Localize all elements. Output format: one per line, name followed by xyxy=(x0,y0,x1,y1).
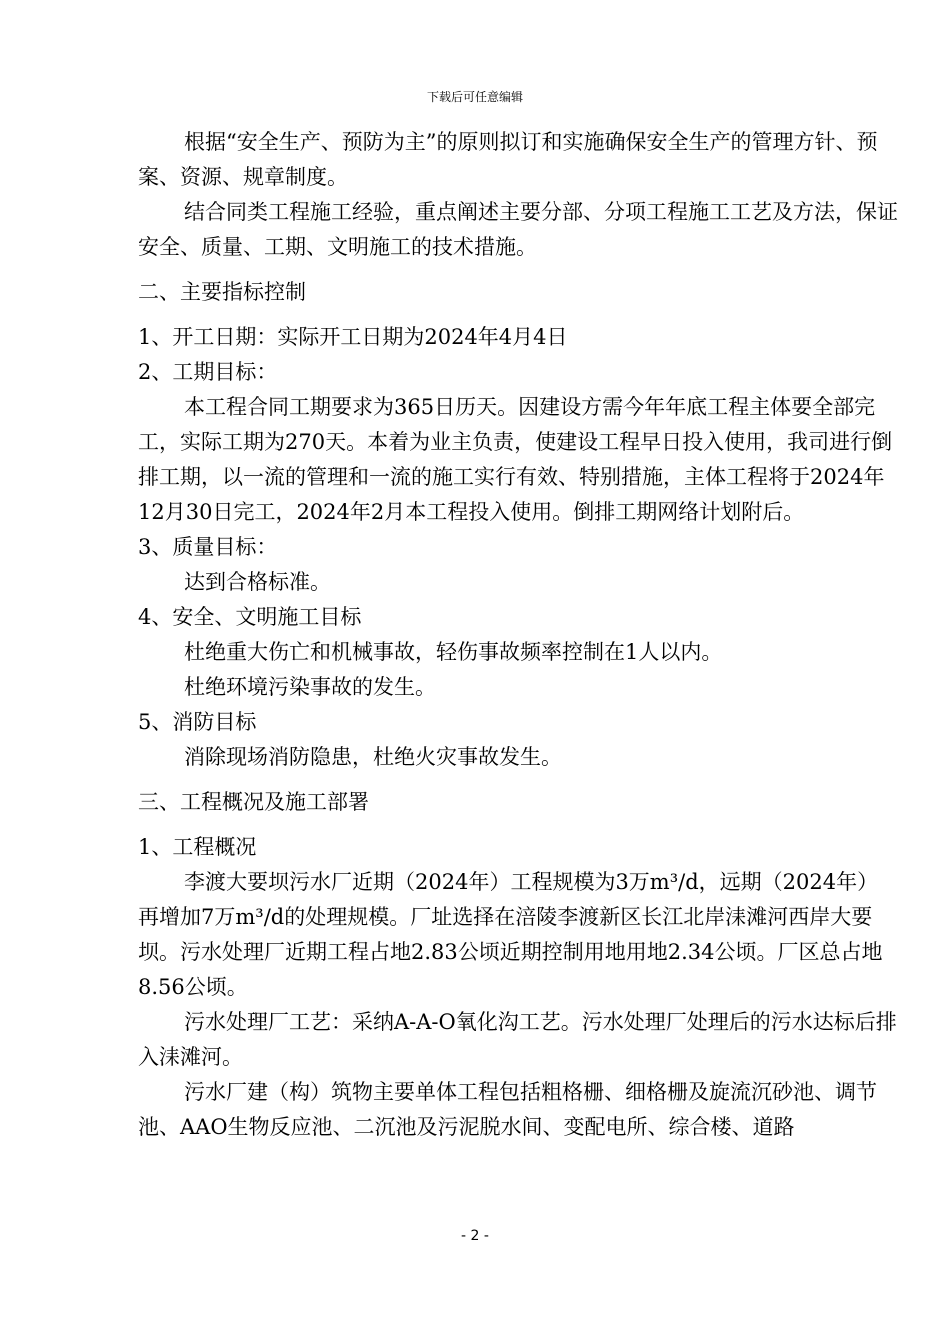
item-heading: 2、工期目标： xyxy=(138,360,278,384)
paragraph: 消除现场消防隐患，杜绝火灾事故发生。 xyxy=(184,745,562,769)
paragraph: 杜绝环境污染事故的发生。 xyxy=(184,675,436,699)
paragraph: 根据“安全生产、预防为主”的原则拟订和实施确保安全生产的管理方针、预案、资源、规章制度。 xyxy=(138,130,878,189)
document-body xyxy=(138,125,898,1145)
item-heading: 4、安全、文明施工目标 xyxy=(138,605,362,629)
paragraph: 李渡大要坝污水厂近期（2024年）工程规模为3万m³/d，远期（2024年）再增加7万m³/d的处理规模。厂址选择在涪陵李渡新区长江北岸洡滩河西岸大要坝。污水处理厂近期工程占地2.83公顷近期控制用地用地2.34公顷。厂区总占地8.56公顷。 xyxy=(138,870,883,999)
section-heading: 三、工程概况及施工部署 xyxy=(138,790,369,814)
page-header: 下载后可任意编辑 xyxy=(426,90,523,104)
section-heading: 二、主要指标控制 xyxy=(138,280,306,304)
item-heading: 5、消防目标 xyxy=(138,710,257,734)
paragraph: 污水处理厂工艺：采纳A-A-O氧化沟工艺。污水处理厂处理后的污水达标后排入洡滩河。 xyxy=(138,1010,897,1069)
item-heading: 1、工程概况 xyxy=(138,835,257,859)
item-heading: 3、质量目标： xyxy=(138,535,278,559)
paragraph: 结合同类工程施工经验，重点阐述主要分部、分项工程施工工艺及方法，保证安全、质量、工期、文明施工的技术措施。 xyxy=(138,200,898,259)
paragraph: 达到合格标准。 xyxy=(184,570,331,594)
paragraph: 杜绝重大伤亡和机械事故，轻伤事故频率控制在1人以内。 xyxy=(184,640,723,664)
paragraph: 本工程合同工期要求为365日历天。因建设方需今年年底工程主体要全部完工，实际工期为270天。本着为业主负责，使建设工程早日投入使用，我司进行倒排工期，以一流的管理和一流的施工实行有效、特别措施，主体工程将于2024年12月30日完工，2024年2月本工程投入使用。倒排工期网络计划附后。 xyxy=(138,395,893,524)
page-number: - 2 - xyxy=(461,1228,489,1244)
paragraph: 污水厂建（构）筑物主要单体工程包括粗格栅、细格栅及旋流沉砂池、调节池、AAO生物反应池、二沉池及污泥脱水间、变配电所、综合楼、道路 xyxy=(138,1080,877,1139)
item-heading: 1、开工日期：实际开工日期为2024年4月4日 xyxy=(138,325,568,349)
